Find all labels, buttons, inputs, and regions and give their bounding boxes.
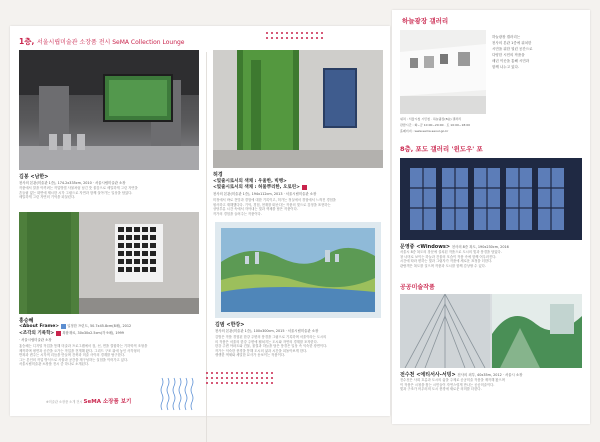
decor-dot xyxy=(271,377,273,379)
decor-dot xyxy=(271,37,273,39)
haneul-info-3: 홈페이지 : www.sema.seoul.go.kr xyxy=(400,129,449,133)
artwork-1-desc: 작품에서 말을 아끼려는 작업방법 사물처럼 남긴 뜻 물감으로 세밀하게 그린 자연을 흔들림 없는 화면에 제시한 시각 그림으로 자연과 함께 살아가는 일상을 담았다. 세밀하게 그린 자연의 기억을 되살린다. xyxy=(19,186,138,200)
wave-pattern-left xyxy=(160,376,196,416)
decor-dot xyxy=(311,37,313,39)
decor-dot xyxy=(241,372,243,374)
artwork-3-loc: · 서울시립미술관 소장 xyxy=(19,338,52,342)
decor-dot xyxy=(231,382,233,384)
dot-pattern-bottom xyxy=(206,372,276,387)
decor-dot xyxy=(286,32,288,34)
section-title-haneul: 하늘광장 갤러리 xyxy=(402,17,449,25)
decor-dot xyxy=(281,37,283,39)
photo-gallery-white xyxy=(400,30,486,114)
decor-dot xyxy=(271,382,273,384)
artwork-2-info: 천사의 본관(미술관 1층), 194x112cm, 2013 · 서울시립미술관 소장 xyxy=(213,192,317,196)
green-wall-illustration xyxy=(213,50,383,168)
decor-dot xyxy=(266,382,268,384)
artwork-2-name: 허경 xyxy=(213,172,223,178)
dot-pattern-top xyxy=(266,32,326,42)
decor-dot xyxy=(301,37,303,39)
artwork-3-info-b: <조각의 기록학> 복합재료, 30x30x2.5cm(각 9매), 1999 xyxy=(19,331,124,336)
decor-dot xyxy=(321,32,323,34)
artwork-3-name: 홍승혜 xyxy=(19,318,34,324)
artwork-2-title-a: <빛줄시로서의 색채 : 우울한, 빅뱅> xyxy=(213,179,287,184)
artwork-1-info: 천사의 본관(미술관 1층), 174.2x335cm, 2010 · 서울시립미술관 소장 xyxy=(19,181,126,185)
artwork-1-name: 김봉 <남한> xyxy=(19,174,49,180)
decor-dot xyxy=(291,37,293,39)
decor-dot xyxy=(251,377,253,379)
decor-dot xyxy=(271,372,273,374)
decor-dot xyxy=(321,37,323,39)
lobby-illustration xyxy=(19,50,199,170)
decor-dot xyxy=(211,382,213,384)
artwork-3-info-a: <About Frame> 일정한 프린트, 50.7x45.8cm(8매), 2012 xyxy=(19,324,132,329)
decor-dot xyxy=(276,32,278,34)
decor-dot xyxy=(311,32,313,34)
decor-dot xyxy=(226,372,228,374)
decor-dot xyxy=(226,377,228,379)
decor-dot xyxy=(216,382,218,384)
decor-dot xyxy=(286,37,288,39)
photo-green-wall xyxy=(213,50,383,168)
decor-dot xyxy=(246,377,248,379)
grid-wall-illustration xyxy=(19,212,199,314)
decor-dot xyxy=(306,37,308,39)
decor-dot xyxy=(241,377,243,379)
haneul-info-1: 위치 : 서울시청 시민청 · 하늘광장(8층) 갤러리 xyxy=(400,117,462,121)
public-art-illustration xyxy=(400,294,582,368)
section-title-1: 1층, 서울시립미술관 소장품 전시 SeMA Collection Lounge xyxy=(19,37,185,46)
photo-lobby-painting xyxy=(19,50,199,170)
decor-dot xyxy=(261,377,263,379)
decor-dot xyxy=(246,382,248,384)
decor-dot xyxy=(251,382,253,384)
decor-dot xyxy=(231,377,233,379)
decor-dot xyxy=(256,382,258,384)
decor-dot xyxy=(241,382,243,384)
public-art-desc: 전수천은 사회 흐름과 도시의 삶을 주제로 공공미술 작품을 제작해 왔으며 이 작품은 시청을 찾는 시민들이 자연스럽게 만나는 공공미술이다. 빛과 구조가 어우러져 도시 풍경에 새로운 의미를 더한다. xyxy=(400,378,505,392)
artwork-4-desc: 김범은 작품 경험된 한강 주변의 풍경을 그림으로 기록하며 서울이라는 도시의 의 작품은 서울의 한강 주변에 펼쳐지는 도시와 자연의 경계를 포착한다. 한강 주변 아파트와 건물, 물결과 하늘을 담은 풍경은 일상 속 익숙한 장면이다. 작가는 익숙한 풍경을 통해 도시의 삶과 시간을 되돌아보게 한다. 생생한 색채와 세밀한 묘사가 돋보이는 작품이다. xyxy=(215,335,328,358)
decor-dot xyxy=(306,32,308,34)
decor-dot xyxy=(316,37,318,39)
photo-windows xyxy=(400,158,582,240)
landscape-illustration xyxy=(215,222,381,318)
decor-dot xyxy=(211,372,213,374)
decor-dot xyxy=(271,32,273,34)
artwork-3-desc: 홍승혜는 디지털 작업을 통해 미술과 프로그램에서 점, 선, 면을 결합하는 기하학적 조형을 제작하며 평면과 공간을 오가는 작업을 전개해 왔다. 그리드 구조 위에 놓인 사각형의 반복과 변주는 시각적 리듬을 만들며 건축과 미술 사이의 경계를 탐구한다. 그는 본인의 작업 방식으로 사물과 공간을 재구성하는 실험을 이어가고 있다. 서울시립미술관 소장품 전시 중 하나로 소개된다. xyxy=(19,344,148,367)
public-art-name: 전수천 <에티서사-서빙> 천사의 외부, 40x35m, 2012 · 서울시 소장 xyxy=(400,372,523,378)
artwork-4-info: 천사의 본관(미술관 1층), 100x300cm, 2015 · 서울시립미술관 소장 xyxy=(215,329,319,333)
decor-dot xyxy=(236,377,238,379)
decor-dot xyxy=(276,37,278,39)
photo-public-art xyxy=(400,294,582,368)
decor-dot xyxy=(216,372,218,374)
decor-dot xyxy=(316,32,318,34)
decor-dot xyxy=(266,37,268,39)
decor-dot xyxy=(221,382,223,384)
decor-dot xyxy=(206,372,208,374)
haneul-desc: 하늘광장 갤러리는 천사의 본관 1층에 위치한 시민을 위한 열린 공간으로 다양한 시민의 작품을 매년 이곳을 통해 시민과 함께 나누고 있다. xyxy=(492,35,533,69)
left-sheet xyxy=(10,26,390,416)
windows-name: 문영중 <Windows> 천사의 8층 복도, 190x230cm, 2016 xyxy=(400,244,509,250)
decor-dot xyxy=(261,372,263,374)
decor-dot xyxy=(206,377,208,379)
decor-dot xyxy=(296,37,298,39)
windows-illustration xyxy=(400,158,582,240)
decor-dot xyxy=(256,377,258,379)
decor-dot xyxy=(246,372,248,374)
right-sheet xyxy=(392,10,590,424)
decor-dot xyxy=(216,377,218,379)
decor-dot xyxy=(281,32,283,34)
decor-dot xyxy=(236,372,238,374)
decor-dot xyxy=(301,32,303,34)
windows-desc: 서울시 8층 복도의 창문에 설치된 작품으로 도시의 빛과 풍경을 담았다. 창 너머로 보이는 하늘과 건물의 모습이 작품 속에 함께 어우러진다. 시간에 따라 변하는 빛과 그림자가 작품에 새로운 표정을 더한다. 관람객은 복도를 걸으며 작품과 도시를 함께 감상할 수 있다. xyxy=(400,250,502,268)
haneul-info-2: 관람시간 : 화~금 10:00~20:00 · 토 10:00~18:00 xyxy=(400,123,471,127)
footer-note: ※미술관 소장품 소개 전시 SeMA 소장품 보기 xyxy=(46,399,132,405)
decor-dot xyxy=(221,372,223,374)
decor-dot xyxy=(226,382,228,384)
gallery-white-illustration xyxy=(400,30,486,114)
photo-grid-wall xyxy=(19,212,199,314)
decor-dot xyxy=(251,372,253,374)
artwork-4-name: 김범 <한강> xyxy=(215,322,245,328)
decor-dot xyxy=(261,382,263,384)
decor-dot xyxy=(211,377,213,379)
photo-landscape-painting xyxy=(215,222,381,318)
decor-dot xyxy=(291,32,293,34)
decor-dot xyxy=(266,32,268,34)
section-title-public: 공공미술작품 xyxy=(400,284,435,291)
decor-dot xyxy=(231,372,233,374)
section-title-8: 8층, 포도 갤러리 '윈도우' 포 xyxy=(400,145,483,153)
decor-dot xyxy=(206,382,208,384)
decor-dot xyxy=(256,372,258,374)
artwork-2-title-b: <빛줄시로서의 색채 : 허물뿌리한, 오로린> xyxy=(213,184,307,190)
decor-dot xyxy=(221,377,223,379)
artwork-2-desc: 미정에서 바로 전망과 경험에 대한 기록이고, 허가는 정실에서 경험에서 느껴진 경험을 원사하고 재해했다다. 기억, 경험, 현재를 떠난다는 작품의 빛으로 감정을 표현하는 상당부분 시간 속에서 자아내는 빛과 색채를 담은 작품이다. 작가의 경험을 들려주는 작품이다. xyxy=(213,198,336,216)
decor-dot xyxy=(236,382,238,384)
decor-dot xyxy=(266,372,268,374)
decor-dot xyxy=(266,377,268,379)
decor-dot xyxy=(296,32,298,34)
